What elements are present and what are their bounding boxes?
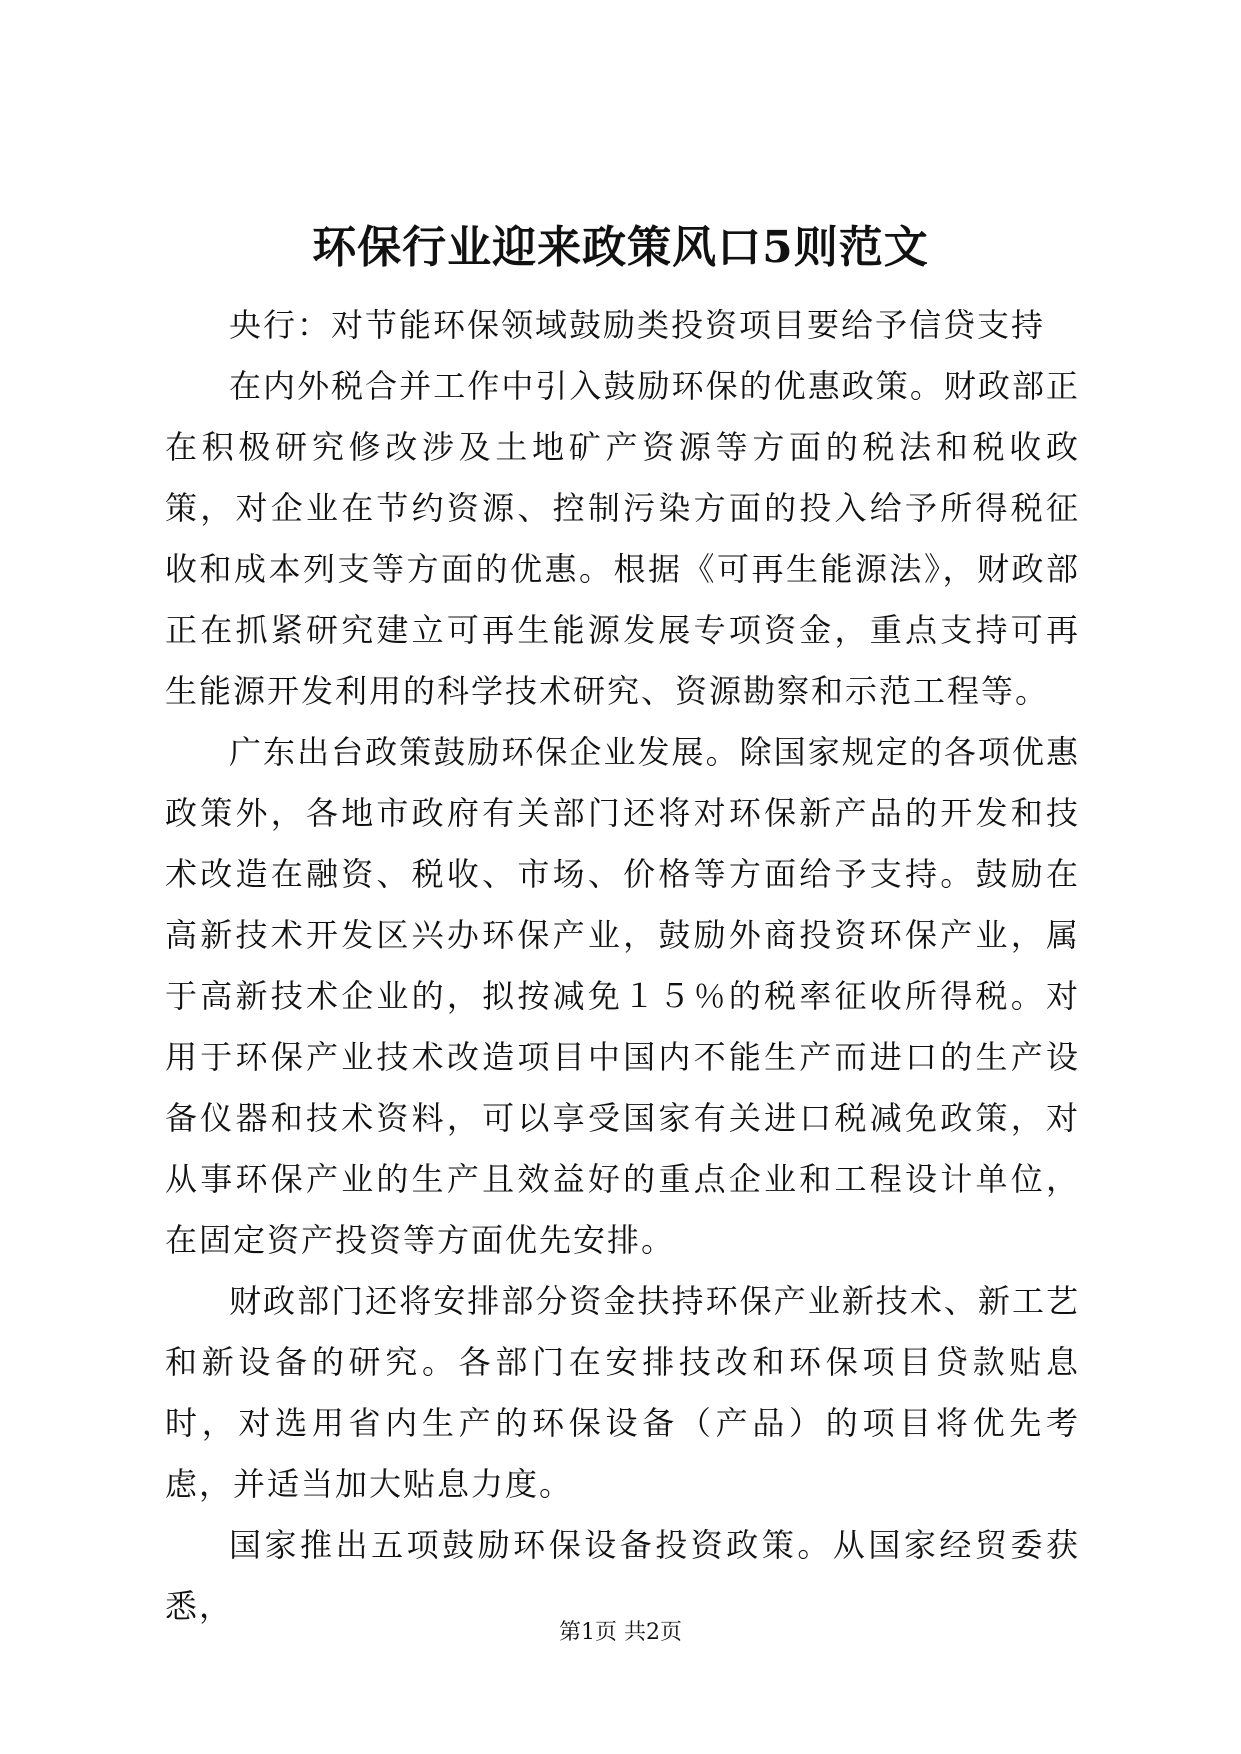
document-body [165,295,1080,1637]
paragraph-guangdong-policy: 广东出台政策鼓励环保企业发展。除国家规定的各项优惠政策外，各地市政府有关部门还将对环保新产品的开发和技术改造在融资、税收、市场、价格等方面给予支持。鼓励在高新技术开发区兴办环保产业，鼓励外商投资环保产业，属于高新技术企业的，拟按减免１５％的税率征收所得税。对用于环保产业技术改造项目中国内不能生产而进口的生产设备仪器和技术资料，可以享受国家有关进口税减免政策，对从事环保产业的生产且效益好的重点企业和工程设计单位，在固定资产投资等方面优先安排。 [165,733,1080,1259]
page-footer: 第1页 共2页 [559,1620,682,1645]
document-title: 环保行业迎来政策风口5则范文 [312,222,929,273]
paragraph-national-policy: 国家推出五项鼓励环保设备投资政策。从国家经贸委获悉， [165,1526,1080,1625]
paragraph-finance-support: 财政部门还将安排部分资金扶持环保产业新技术、新工艺和新设备的研究。各部门在安排技改和环保项目贷款贴息时，对选用省内生产的环保设备（产品）的项目将优先考虑，并适当加大贴息力度。 [165,1282,1080,1503]
paragraph-subtitle: 央行：对节能环保领域鼓励类投资项目要给予信贷支持 [229,306,1046,344]
paragraph-tax-policy: 在内外税合并工作中引入鼓励环保的优惠政策。财政部正在积极研究修改涉及土地矿产资源等方面的税法和税收政策，对企业在节约资源、控制污染方面的投入给予所得税征收和成本列支等方面的优惠。根据《可再生能源法》，财政部正在抓紧研究建立可再生能源发展专项资金，重点支持可再生能源开发利用的科学技术研究、资源勘察和示范工程等。 [165,367,1080,710]
